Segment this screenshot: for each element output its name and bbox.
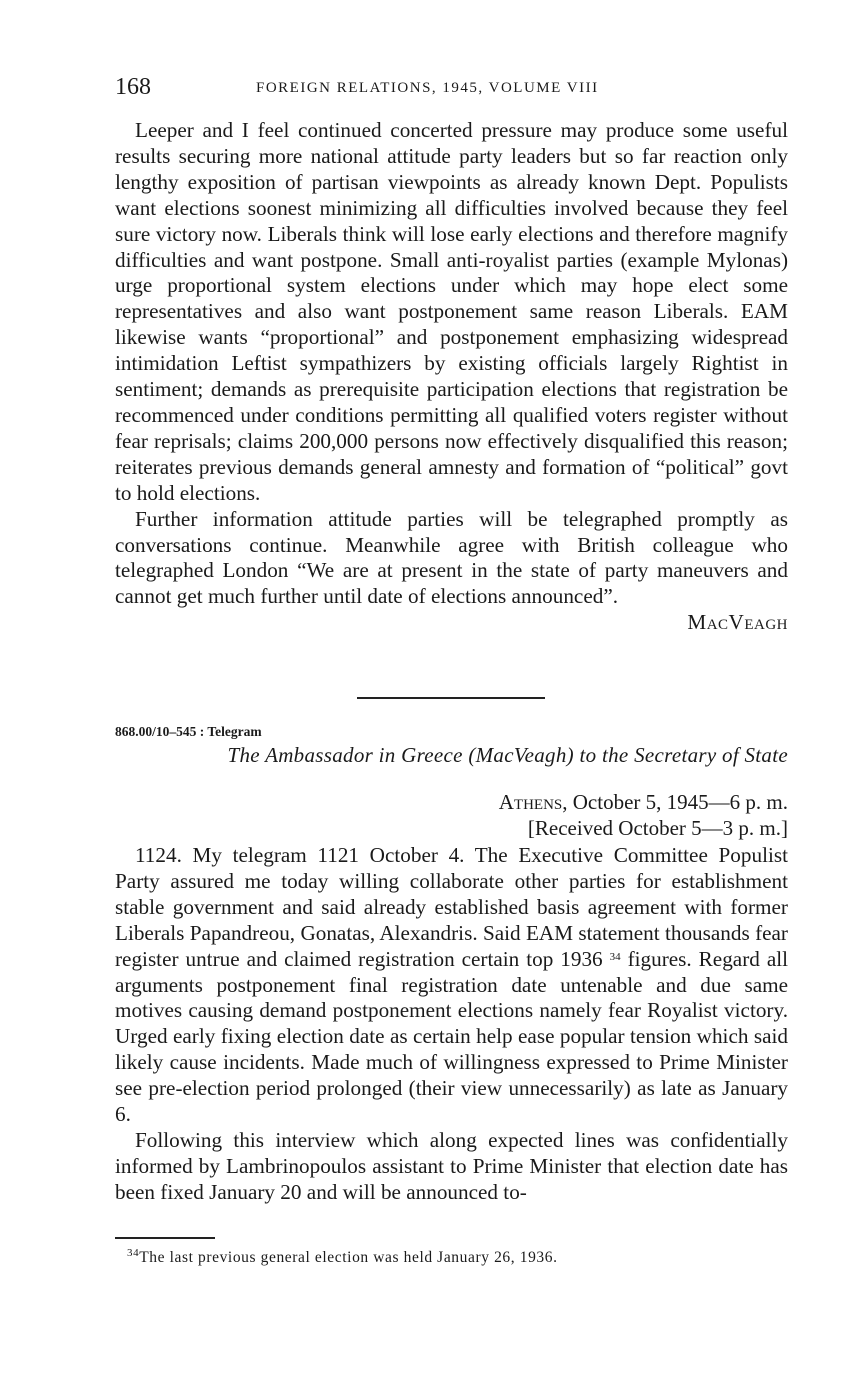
running-title: FOREIGN RELATIONS, 1945, VOLUME VIII bbox=[256, 80, 599, 96]
paragraph: Further information attitude parties will be telegraphed promptly as conversations continue. Meanwhile agree with British colleague who telegraphed London “We are at present in the state of party maneuvers and cannot get much further until date of elections announced”. bbox=[115, 506, 788, 609]
paragraph-text: 1124. My telegram 1121 October 4. The Executive Committee Populist Party assured me today willing collaborate other parties for establishment stable government and said already established basis agreement with former Liberals Papandreou, Gonatas, Alexandris. Said EAM statement thousands fear register untrue and claimed registration certain top 1936 bbox=[115, 843, 788, 971]
document-heading: The Ambassador in Greece (MacVeagh) to the Secretary of State bbox=[227, 743, 788, 767]
dateline bbox=[499, 789, 788, 841]
date-text: , October 5, 1945—6 p. m. bbox=[562, 790, 788, 814]
paragraph: Leeper and I feel continued concerted pressure may produce some useful results securing more national attitude party leaders but so far reaction only lengthy exposition of partisan viewpoints as already known Dept. Populists want elections soonest minimizing all difficulties involved because they feel sure victory now. Liberals think will lose early elections and therefore magnify difficulties and want postpone. Small anti-royalist parties (example Mylonas) urge proportional system elections under which may hope elect some representatives and also want postponement same reason Liberals. EAM likewise wants “proportional” and postponement emphasizing widespread intimidation Leftist sympathizers by existing officials largely Rightist in sentiment; demands as prerequisite participation elections that registration be recommenced under conditions permitting all qualified voters register without fear reprisals; claims 200,000 persons now effectively disqualified this reason; reiterates previous demands general amnesty and formation of “political” govt to hold elections. bbox=[115, 118, 788, 505]
signature: MacVeagh bbox=[687, 610, 788, 635]
section-divider bbox=[357, 697, 545, 699]
footnote bbox=[127, 1249, 558, 1267]
file-number: 868.00/10–545 : Telegram bbox=[115, 724, 262, 739]
footnote-reference: 34 bbox=[609, 950, 621, 963]
place-name: Athens bbox=[498, 790, 563, 814]
paragraph-text: figures. Regard all arguments postponement final registration date untenable and due same motives causing demand postponement elections namely fear Royalist victory. Urged early fixing election date as certain help ease popular tension which said likely cause incidents. Made much of willingness expressed to Prime Minister see pre-election period prolonged (their view unnecessarily) as late as January 6. bbox=[115, 946, 788, 1127]
footnote-text: The last previous general election was held January 26, 1936. bbox=[139, 1249, 558, 1266]
paragraph bbox=[115, 843, 788, 1128]
footnote-divider bbox=[115, 1237, 215, 1239]
second-telegram-body bbox=[115, 843, 788, 1206]
received-line: [Received October 5—3 p. m.] bbox=[527, 816, 788, 840]
paragraph: Following this interview which along expected lines was confidentially informed by Lambrinopoulos assistant to Prime Minister that election date has been fixed January 20 and will be announced to- bbox=[115, 1127, 788, 1204]
running-head bbox=[115, 74, 788, 102]
footnote-number: 34 bbox=[127, 1247, 140, 1259]
page-number: 168 bbox=[115, 74, 151, 100]
first-telegram-body bbox=[115, 118, 788, 636]
date-line bbox=[499, 789, 788, 815]
